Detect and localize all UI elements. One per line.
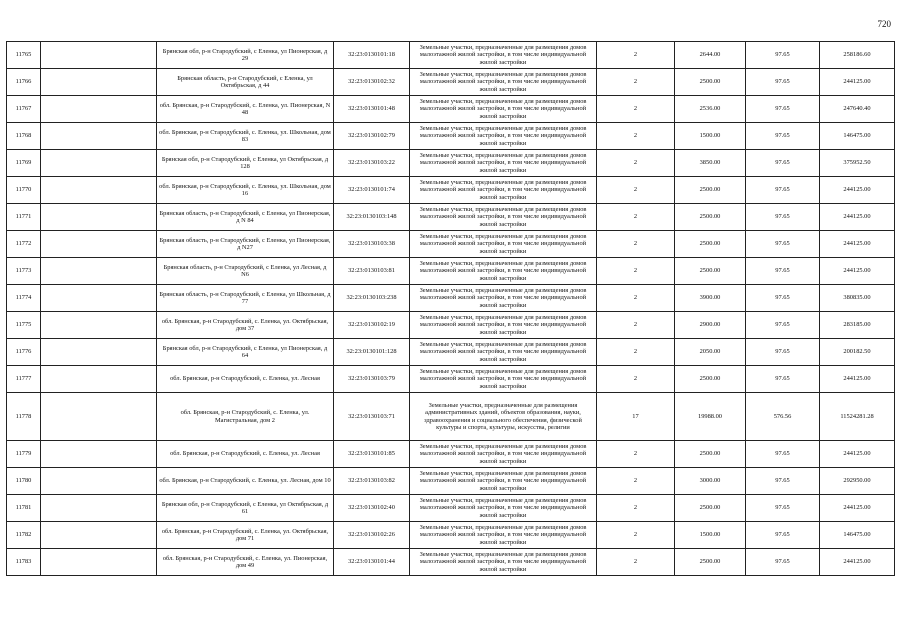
row-number-cell: 11778 xyxy=(7,393,41,441)
group-cell: 2 xyxy=(597,285,675,312)
blank-cell xyxy=(41,393,157,441)
row-number-cell: 11769 xyxy=(7,150,41,177)
row-number-cell: 11779 xyxy=(7,441,41,468)
blank-cell xyxy=(41,42,157,69)
land-use-cell: Земельные участки, предназначенные для размещения домов малоэтажной жилой застройки, в том числе индивидуальной жилой застройки xyxy=(410,69,597,96)
specific-value-cell: 97.65 xyxy=(746,549,820,576)
specific-value-cell: 97.65 xyxy=(746,339,820,366)
blank-cell xyxy=(41,231,157,258)
cadastral-value-cell: 247640.40 xyxy=(820,96,895,123)
cadastral-number-cell: 32:23:0130101:18 xyxy=(334,42,410,69)
group-cell: 2 xyxy=(597,522,675,549)
group-cell: 2 xyxy=(597,204,675,231)
area-cell: 3900.00 xyxy=(675,285,746,312)
group-cell: 2 xyxy=(597,366,675,393)
area-cell: 3000.00 xyxy=(675,468,746,495)
group-cell: 2 xyxy=(597,441,675,468)
blank-cell xyxy=(41,549,157,576)
cadastral-number-cell: 32:23:0130101:128 xyxy=(334,339,410,366)
land-use-cell: Земельные участки, предназначенные для размещения домов малоэтажной жилой застройки, в том числе индивидуальной жилой застройки xyxy=(410,96,597,123)
area-cell: 2500.00 xyxy=(675,204,746,231)
cadastral-value-cell: 244125.00 xyxy=(820,231,895,258)
blank-cell xyxy=(41,177,157,204)
land-use-cell: Земельные участки, предназначенные для размещения домов малоэтажной жилой застройки, в том числе индивидуальной жилой застройки xyxy=(410,231,597,258)
area-cell: 3850.00 xyxy=(675,150,746,177)
address-cell: обл. Брянская, р-н Стародубский, с. Еленка, ул. Лесная, дом 10 xyxy=(157,468,334,495)
specific-value-cell: 97.65 xyxy=(746,258,820,285)
cadastral-value-cell: 244125.00 xyxy=(820,441,895,468)
address-cell: обл. Брянская, р-н Стародубский, с. Еленка, ул. Октябрьская, дом 71 xyxy=(157,522,334,549)
cadastral-number-cell: 32:23:0130102:79 xyxy=(334,123,410,150)
address-cell: обл. Брянская, р-н Стародубский, с. Еленка, ул. Магистральная, дом 2 xyxy=(157,393,334,441)
cadastral-number-cell: 32:23:0130103:22 xyxy=(334,150,410,177)
address-cell: обл. Брянская, р-н Стародубский, с. Еленка, ул. Пионерская, N 48 xyxy=(157,96,334,123)
specific-value-cell: 97.65 xyxy=(746,150,820,177)
cadastral-number-cell: 32:23:0130103:79 xyxy=(334,366,410,393)
cadastral-number-cell: 32:23:0130103:81 xyxy=(334,258,410,285)
group-cell: 2 xyxy=(597,123,675,150)
land-use-cell: Земельные участки, предназначенные для размещения домов малоэтажной жилой застройки, в том числе индивидуальной жилой застройки xyxy=(410,495,597,522)
table-row xyxy=(7,204,895,231)
area-cell: 2500.00 xyxy=(675,258,746,285)
specific-value-cell: 97.65 xyxy=(746,204,820,231)
table-row xyxy=(7,339,895,366)
area-cell: 2500.00 xyxy=(675,549,746,576)
cadastral-number-cell: 32:23:0130101:74 xyxy=(334,177,410,204)
row-number-cell: 11768 xyxy=(7,123,41,150)
cadastral-number-cell: 32:23:0130102:26 xyxy=(334,522,410,549)
row-number-cell: 11767 xyxy=(7,96,41,123)
group-cell: 2 xyxy=(597,96,675,123)
cadastral-value-cell: 244125.00 xyxy=(820,177,895,204)
cadastral-number-cell: 32:23:0130101:85 xyxy=(334,441,410,468)
land-use-cell: Земельные участки, предназначенные для размещения домов малоэтажной жилой застройки, в том числе индивидуальной жилой застройки xyxy=(410,123,597,150)
land-use-cell: Земельные участки, предназначенные для размещения домов малоэтажной жилой застройки, в том числе индивидуальной жилой застройки xyxy=(410,549,597,576)
row-number-cell: 11770 xyxy=(7,177,41,204)
cadastral-number-cell: 32:23:0130103:38 xyxy=(334,231,410,258)
land-use-cell: Земельные участки, предназначенные для размещения домов малоэтажной жилой застройки, в том числе индивидуальной жилой застройки xyxy=(410,468,597,495)
blank-cell xyxy=(41,258,157,285)
group-cell: 2 xyxy=(597,177,675,204)
blank-cell xyxy=(41,285,157,312)
row-number-cell: 11771 xyxy=(7,204,41,231)
group-cell: 2 xyxy=(597,69,675,96)
blank-cell xyxy=(41,96,157,123)
cadastral-value-cell: 146475.00 xyxy=(820,522,895,549)
land-use-cell: Земельные участки, предназначенные для размещения домов малоэтажной жилой застройки, в том числе индивидуальной жилой застройки xyxy=(410,258,597,285)
land-use-cell: Земельные участки, предназначенные для размещения домов малоэтажной жилой застройки, в том числе индивидуальной жилой застройки xyxy=(410,204,597,231)
area-cell: 2050.00 xyxy=(675,339,746,366)
group-cell: 2 xyxy=(597,312,675,339)
table-row xyxy=(7,495,895,522)
cadastral-value-cell: 244125.00 xyxy=(820,204,895,231)
cadastral-value-cell: 258186.60 xyxy=(820,42,895,69)
cadastral-number-cell: 32:23:0130103:148 xyxy=(334,204,410,231)
address-cell: обл. Брянская, р-н Стародубский, с. Еленка, ул. Школьная, дом 83 xyxy=(157,123,334,150)
cadastral-value-cell: 244125.00 xyxy=(820,69,895,96)
table-row xyxy=(7,177,895,204)
row-number-cell: 11782 xyxy=(7,522,41,549)
land-use-cell: Земельные участки, предназначенные для размещения домов малоэтажной жилой застройки, в том числе индивидуальной жилой застройки xyxy=(410,366,597,393)
cadastral-number-cell: 32:23:0130101:48 xyxy=(334,96,410,123)
specific-value-cell: 97.65 xyxy=(746,366,820,393)
blank-cell xyxy=(41,441,157,468)
cadastral-value-cell: 11524281.28 xyxy=(820,393,895,441)
area-cell: 2500.00 xyxy=(675,69,746,96)
cadastral-number-cell: 32:23:0130103:82 xyxy=(334,468,410,495)
area-cell: 1500.00 xyxy=(675,123,746,150)
row-number-cell: 11765 xyxy=(7,42,41,69)
area-cell: 2500.00 xyxy=(675,495,746,522)
area-cell: 2644.00 xyxy=(675,42,746,69)
land-use-cell: Земельные участки, предназначенные для размещения домов малоэтажной жилой застройки, в том числе индивидуальной жилой застройки xyxy=(410,285,597,312)
row-number-cell: 11777 xyxy=(7,366,41,393)
table-row xyxy=(7,150,895,177)
blank-cell xyxy=(41,522,157,549)
cadastral-value-cell: 283185.00 xyxy=(820,312,895,339)
address-cell: Брянская обл, р-н Стародубский, с Еленка, ул Октябрьская, д 61 xyxy=(157,495,334,522)
specific-value-cell: 576.56 xyxy=(746,393,820,441)
specific-value-cell: 97.65 xyxy=(746,177,820,204)
table-row xyxy=(7,258,895,285)
area-cell: 1500.00 xyxy=(675,522,746,549)
row-number-cell: 11766 xyxy=(7,69,41,96)
table-body xyxy=(7,42,895,576)
blank-cell xyxy=(41,366,157,393)
group-cell: 2 xyxy=(597,258,675,285)
row-number-cell: 11774 xyxy=(7,285,41,312)
land-use-cell: Земельные участки, предназначенные для размещения домов малоэтажной жилой застройки, в том числе индивидуальной жилой застройки xyxy=(410,42,597,69)
cadastral-value-cell: 380835.00 xyxy=(820,285,895,312)
table-row xyxy=(7,468,895,495)
land-use-cell: Земельные участки, предназначенные для размещения домов малоэтажной жилой застройки, в том числе индивидуальной жилой застройки xyxy=(410,339,597,366)
table-row xyxy=(7,549,895,576)
land-use-cell: Земельные участки, предназначенные для размещения административных зданий, объектов образования, науки, здравоохранения и социального обеспечения, физической культуры и спорта, культуры, искусства, религии xyxy=(410,393,597,441)
cadastral-value-cell: 292950.00 xyxy=(820,468,895,495)
address-cell: Брянская обл, р-н Стародубский, с Еленка, ул Октябрьская, д 128 xyxy=(157,150,334,177)
area-cell: 2500.00 xyxy=(675,177,746,204)
cadastral-value-cell: 146475.00 xyxy=(820,123,895,150)
row-number-cell: 11780 xyxy=(7,468,41,495)
address-cell: Брянская область, р-н Стародубский, с Еленка, ул Пионерская, д N 84 xyxy=(157,204,334,231)
specific-value-cell: 97.65 xyxy=(746,69,820,96)
cadastral-value-cell: 375952.50 xyxy=(820,150,895,177)
specific-value-cell: 97.65 xyxy=(746,231,820,258)
land-use-cell: Земельные участки, предназначенные для размещения домов малоэтажной жилой застройки, в том числе индивидуальной жилой застройки xyxy=(410,522,597,549)
cadastral-number-cell: 32:23:0130102:19 xyxy=(334,312,410,339)
land-registry-table xyxy=(6,41,895,576)
group-cell: 2 xyxy=(597,339,675,366)
address-cell: Брянская область, р-н Стародубский, с Еленка, ул Лесная, д N6 xyxy=(157,258,334,285)
cadastral-value-cell: 244125.00 xyxy=(820,258,895,285)
table-row xyxy=(7,441,895,468)
row-number-cell: 11776 xyxy=(7,339,41,366)
row-number-cell: 11781 xyxy=(7,495,41,522)
address-cell: Брянская область, р-н Стародубский, с Еленка, ул Пионерская, д N27 xyxy=(157,231,334,258)
cadastral-value-cell: 244125.00 xyxy=(820,549,895,576)
group-cell: 2 xyxy=(597,150,675,177)
table-row xyxy=(7,231,895,258)
address-cell: обл. Брянская, р-н Стародубский, с. Еленка, ул. Школьная, дом 16 xyxy=(157,177,334,204)
specific-value-cell: 97.65 xyxy=(746,285,820,312)
specific-value-cell: 97.65 xyxy=(746,96,820,123)
blank-cell xyxy=(41,339,157,366)
row-number-cell: 11783 xyxy=(7,549,41,576)
specific-value-cell: 97.65 xyxy=(746,123,820,150)
land-use-cell: Земельные участки, предназначенные для размещения домов малоэтажной жилой застройки, в том числе индивидуальной жилой застройки xyxy=(410,150,597,177)
table-row xyxy=(7,522,895,549)
page-number: 720 xyxy=(877,19,891,29)
area-cell: 2500.00 xyxy=(675,231,746,258)
group-cell: 17 xyxy=(597,393,675,441)
cadastral-number-cell: 32:23:0130103:238 xyxy=(334,285,410,312)
land-use-cell: Земельные участки, предназначенные для размещения домов малоэтажной жилой застройки, в том числе индивидуальной жилой застройки xyxy=(410,441,597,468)
table-row xyxy=(7,285,895,312)
specific-value-cell: 97.65 xyxy=(746,441,820,468)
area-cell: 2536.00 xyxy=(675,96,746,123)
group-cell: 2 xyxy=(597,549,675,576)
specific-value-cell: 97.65 xyxy=(746,522,820,549)
area-cell: 2500.00 xyxy=(675,441,746,468)
land-use-cell: Земельные участки, предназначенные для размещения домов малоэтажной жилой застройки, в том числе индивидуальной жилой застройки xyxy=(410,177,597,204)
group-cell: 2 xyxy=(597,42,675,69)
table-row xyxy=(7,69,895,96)
address-cell: обл. Брянская, р-н Стародубский, с. Еленка, ул. Лесная xyxy=(157,366,334,393)
specific-value-cell: 97.65 xyxy=(746,468,820,495)
address-cell: обл. Брянская, р-н Стародубский, с. Еленка, ул. Лесная xyxy=(157,441,334,468)
cadastral-number-cell: 32:23:0130102:32 xyxy=(334,69,410,96)
address-cell: обл. Брянская, р-н Стародубский, с. Еленка, ул. Октябрьская, дом 37 xyxy=(157,312,334,339)
row-number-cell: 11772 xyxy=(7,231,41,258)
cadastral-value-cell: 244125.00 xyxy=(820,495,895,522)
cadastral-number-cell: 32:23:0130103:71 xyxy=(334,393,410,441)
address-cell: Брянская область, р-н Стародубский, с Еленка, ул Октябрьская, д 44 xyxy=(157,69,334,96)
blank-cell xyxy=(41,204,157,231)
specific-value-cell: 97.65 xyxy=(746,42,820,69)
cadastral-value-cell: 244125.00 xyxy=(820,366,895,393)
address-cell: Брянская обл, р-н Стародубский, с Еленка, ул Пионерская, д 29 xyxy=(157,42,334,69)
address-cell: Брянская область, р-н Стародубский, с Еленка, ул Школьная, д 77 xyxy=(157,285,334,312)
blank-cell xyxy=(41,468,157,495)
table-row xyxy=(7,123,895,150)
table-row xyxy=(7,312,895,339)
blank-cell xyxy=(41,312,157,339)
blank-cell xyxy=(41,495,157,522)
area-cell: 2900.00 xyxy=(675,312,746,339)
group-cell: 2 xyxy=(597,495,675,522)
address-cell: обл. Брянская, р-н Стародубский, с. Еленка, ул. Пионерская, дом 49 xyxy=(157,549,334,576)
address-cell: Брянская обл, р-н Стародубский, с Еленка, ул Пионерская, д 64 xyxy=(157,339,334,366)
blank-cell xyxy=(41,150,157,177)
table-row xyxy=(7,366,895,393)
area-cell: 19988.00 xyxy=(675,393,746,441)
row-number-cell: 11775 xyxy=(7,312,41,339)
cadastral-number-cell: 32:23:0130102:40 xyxy=(334,495,410,522)
group-cell: 2 xyxy=(597,468,675,495)
specific-value-cell: 97.65 xyxy=(746,312,820,339)
row-number-cell: 11773 xyxy=(7,258,41,285)
blank-cell xyxy=(41,123,157,150)
table-row xyxy=(7,96,895,123)
table-row xyxy=(7,393,895,441)
specific-value-cell: 97.65 xyxy=(746,495,820,522)
blank-cell xyxy=(41,69,157,96)
cadastral-value-cell: 200182.50 xyxy=(820,339,895,366)
table-row xyxy=(7,42,895,69)
group-cell: 2 xyxy=(597,231,675,258)
area-cell: 2500.00 xyxy=(675,366,746,393)
cadastral-number-cell: 32:23:0130101:44 xyxy=(334,549,410,576)
land-use-cell: Земельные участки, предназначенные для размещения домов малоэтажной жилой застройки, в том числе индивидуальной жилой застройки xyxy=(410,312,597,339)
